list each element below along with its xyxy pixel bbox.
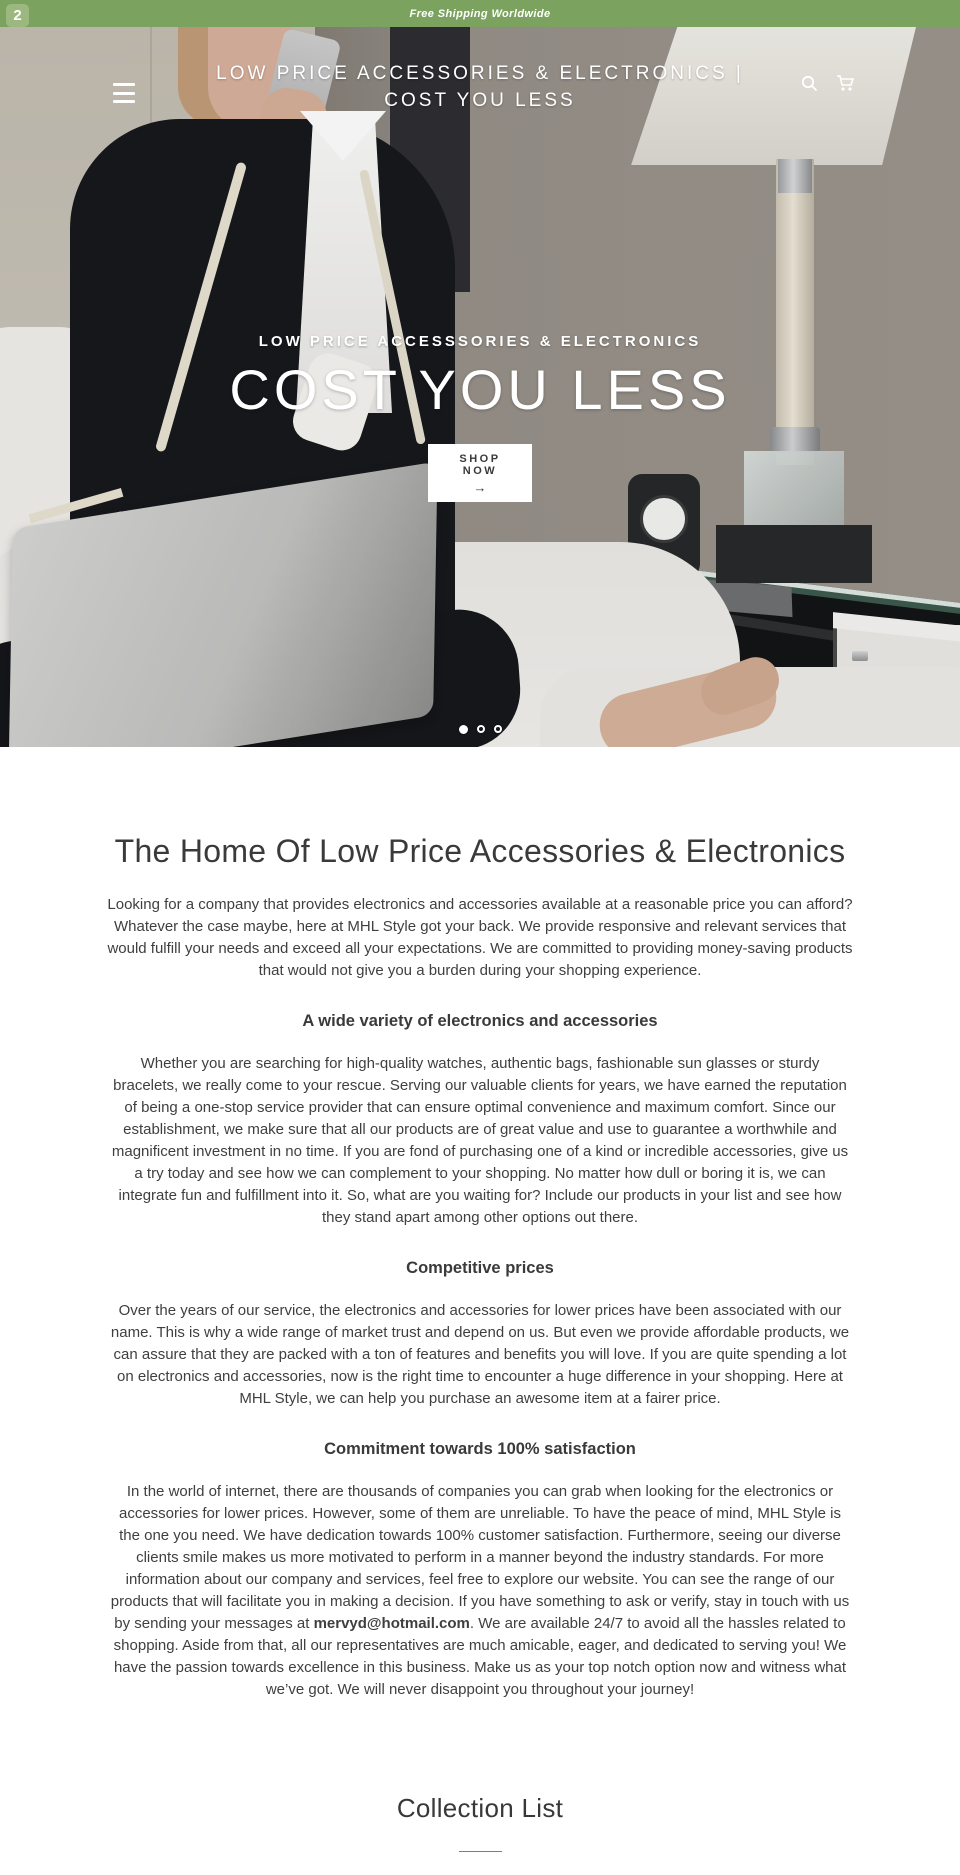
shop-now-button[interactable]	[428, 444, 532, 502]
carousel-dot[interactable]	[459, 725, 468, 734]
about-paragraph: Looking for a company that provides electronics and accessories available at a reasonable price you can afford? Whatever the case maybe, here at MHL Style got your back. We provide responsive and relevant services that would fulfill your needs and exceed all your expectations. We are committed to providing money-saving products that would not give you a burden during your shopping experience.	[107, 896, 853, 979]
shop-now-label: SHOP NOW	[459, 453, 501, 477]
announcement-text: Free Shipping Worldwide	[409, 7, 551, 20]
arrow-right-icon: →	[473, 480, 487, 495]
carousel-dot[interactable]	[494, 725, 502, 733]
hero-tagline: LOW PRICE ACCESSSORIES & ELECTRONICS	[258, 333, 702, 350]
about-subheading: Competitive prices	[406, 1259, 554, 1277]
app-badge-icon[interactable]: 2	[6, 4, 29, 27]
hero-headline: COST YOU LESS	[229, 358, 731, 421]
site-title-line2: COST YOU LESS	[384, 90, 576, 111]
carousel-dots	[0, 725, 960, 734]
collection-list-title: Collection List	[396, 1793, 564, 1823]
carousel-dot[interactable]	[477, 725, 485, 733]
about-subheading: Commitment towards 100% satisfaction	[324, 1440, 636, 1458]
section-divider	[459, 1851, 502, 1852]
announcement-bar	[0, 0, 960, 27]
about-paragraph: Over the years of our service, the electronics and accessories for lower prices have been associated with our name. This is why a wide range of market trust and depend on us. But even we provide affordable products, we can assure that they are packed with a ton of features and benefits you will love. If you are quite spending a lot on electronics and accessories, now is the right time to encounter a huge difference in your shopping. Here at MHL Style, we can help you purchase an awesome item at a fairer price.	[110, 1302, 850, 1407]
site-title-line1: LOW PRICE ACCESSORIES & ELECTRONICS |	[216, 63, 744, 84]
page-title: The Home Of Low Price Accessories & Electronics	[114, 833, 846, 869]
hamburger-menu-icon[interactable]	[113, 83, 135, 103]
about-sections	[107, 894, 853, 1701]
cart-icon[interactable]	[836, 75, 855, 92]
search-icon[interactable]	[801, 75, 818, 92]
site-title[interactable]	[180, 60, 780, 114]
hero-image	[0, 27, 960, 747]
collection-list-section	[0, 1793, 960, 1875]
about-subheading: A wide variety of electronics and accessories	[302, 1012, 658, 1030]
site-header	[0, 27, 960, 137]
about-paragraph: In the world of internet, there are thousands of companies you can grab when looking for the electronics or accessories for lower prices. However, some of them are unreliable. To have the peace of mind, MHL Style is the one you need. We have dedication towards 100% customer satisfaction. Furthermore, seeing our diverse clients smile makes us more motivated to perform in a manner beyond the industry standards. For more information about our company and services, feel free to explore our website. You can see the range of our products that will facilitate you in making a decision. If you have something to ask or verify, stay in touch with us by sending your messages at mervyd@hotmail.com. We are available 24/7 to avoid all the hassles related to shopping. Aside from that, all our representatives are much amicable, eager, and dedicated to serving you! We have the passion towards excellence in this business. Make us as your top notch option now and witness what we’ve got. We will never disappoint you throughout your journey!	[110, 1483, 850, 1698]
about-section	[107, 747, 853, 1701]
about-paragraph: Whether you are searching for high-quality watches, authentic bags, fashionable sun glasses or sturdy bracelets, we really come to your rescue. Serving our valuable clients for years, we have earned the reputation of being a one-stop service provider that can ensure optimal convenience and maximum comfort. Since our establishment, we make sure that all our products are of great value and use to guarantee a worthwhile and magnificent investment in no time. If you are fond of purchasing one of a kind or incredible accessories, give us a try today and see how we can complement to your shopping. No matter how dull or boring it is, we can integrate fun and fulfillment into it. So, what are you waiting for? Include our products in your list and see how they stand apart among other options out there.	[111, 1055, 849, 1226]
